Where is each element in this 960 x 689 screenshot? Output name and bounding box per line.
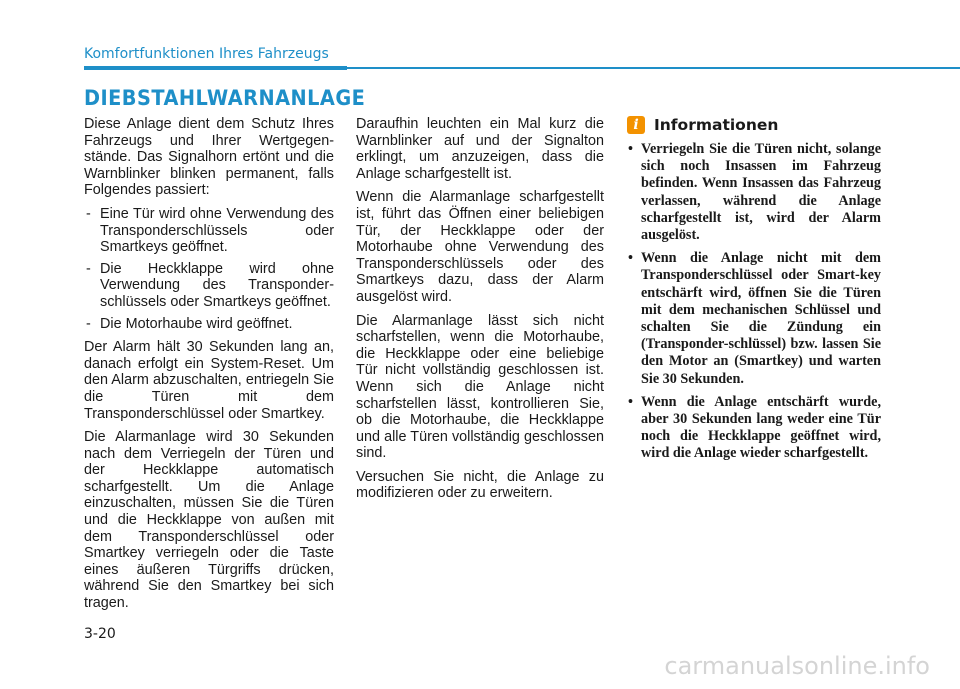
info-title: Informationen <box>654 115 779 134</box>
intro-paragraph: Diese Anlage dient dem Schutz Ihres Fahrzeugs und Ihrer Wertgegen-stände. Das Signalhorn ertönt und die Warnblinker blinken permanent, falls Folgendes passiert: <box>84 116 334 199</box>
info-box <box>627 116 881 469</box>
reset-paragraph: Der Alarm hält 30 Sekunden lang an, danach erfolgt ein System-Reset. Um den Alarm abzuschalten, entriegeln Sie die Türen mit dem Transponderschlüssel oder Smartkey. <box>84 339 334 422</box>
confirmation-paragraph: Daraufhin leuchten ein Mal kurz die Warnblinker auf und der Signalton erklingt, um anzuzeigen, dass die Anlage scharfgestellt ist. <box>356 116 604 182</box>
header-rule-thick <box>84 66 347 70</box>
arming-failure-paragraph: Die Alarmanlage lässt sich nicht scharfstellen, wenn die Motorhaube, die Heckklappe oder eine beliebige Tür nicht vollständig geschlossen ist. Wenn sich die Anlage nicht scharfstellen lässt, kontrollieren Sie, ob die Motorhaube, die Heckklappe und alle Türen vollständig geschlossen sind. <box>356 312 604 462</box>
column-left <box>84 116 334 619</box>
alarm-trigger-paragraph: Wenn die Alarmanlage scharfgestellt ist, führt das Öffnen einer beliebigen Tür, der Heckklappe oder der Motorhaube ohne Verwendung des Transponderschlüssels oder des Smartkeys dazu, dass der Alarm ausgelöst wird. <box>356 189 604 305</box>
list-item: - Die Motorhaube wird geöffnet. <box>84 316 334 333</box>
trigger-list <box>84 206 334 332</box>
list-item: • Verriegeln Sie die Türen nicht, solange sich noch Insassen im Fahrzeug befinden. Wenn Insassen das Fahrzeug verlassen, während die Anlage scharfgestellt ist, wird der Alarm ausgelöst. <box>627 141 881 244</box>
column-middle <box>356 116 604 509</box>
watermark: carmanualsonline.info <box>664 652 930 680</box>
list-item: - Eine Tür wird ohne Verwendung des Transponderschlüssels oder Smartkeys geöffnet. <box>84 206 334 256</box>
page-number: 3-20 <box>84 626 116 642</box>
list-item: • Wenn die Anlage entschärft wurde, aber 30 Sekunden lang weder eine Tür noch die Heckklappe geöffnet wird, wird die Anlage wieder scharfgestellt. <box>627 394 881 463</box>
info-heading <box>627 116 881 134</box>
list-item: • Wenn die Anlage nicht mit dem Transponderschlüssel oder Smart-key entschärft wird, öffnen Sie die Türen mit dem mechanischen Schlüssel und schalten Sie die Zündung ein (Transponder-schlüssel) bzw. lassen Sie den Motor an (Smartkey) und warten Sie 30 Sekunden. <box>627 250 881 388</box>
modification-warning-paragraph: Versuchen Sie nicht, die Anlage zu modifizieren oder zu erweitern. <box>356 468 604 502</box>
list-item: - Die Heckklappe wird ohne Verwendung des Transponder-schlüssels oder Smartkeys geöffnet. <box>84 261 334 311</box>
chapter-header: Komfortfunktionen Ihres Fahrzeugs <box>84 46 329 62</box>
header-rule-thin <box>347 67 960 69</box>
info-icon: i <box>627 116 645 134</box>
section-title: DIEBSTAHLWARNANLAGE <box>84 86 366 110</box>
arming-paragraph: Die Alarmanlage wird 30 Sekunden nach dem Verriegeln der Türen und der Heckklappe automatisch scharfgestellt. Um die Anlage einzuschalten, müssen Sie die Türen und die Heckklappe von außen mit dem Transponderschlüssel oder Smartkey verriegeln oder die Taste eines äußeren Türgriffs drücken, während Sie den Smartkey bei sich tragen. <box>84 429 334 612</box>
info-list <box>627 141 881 463</box>
